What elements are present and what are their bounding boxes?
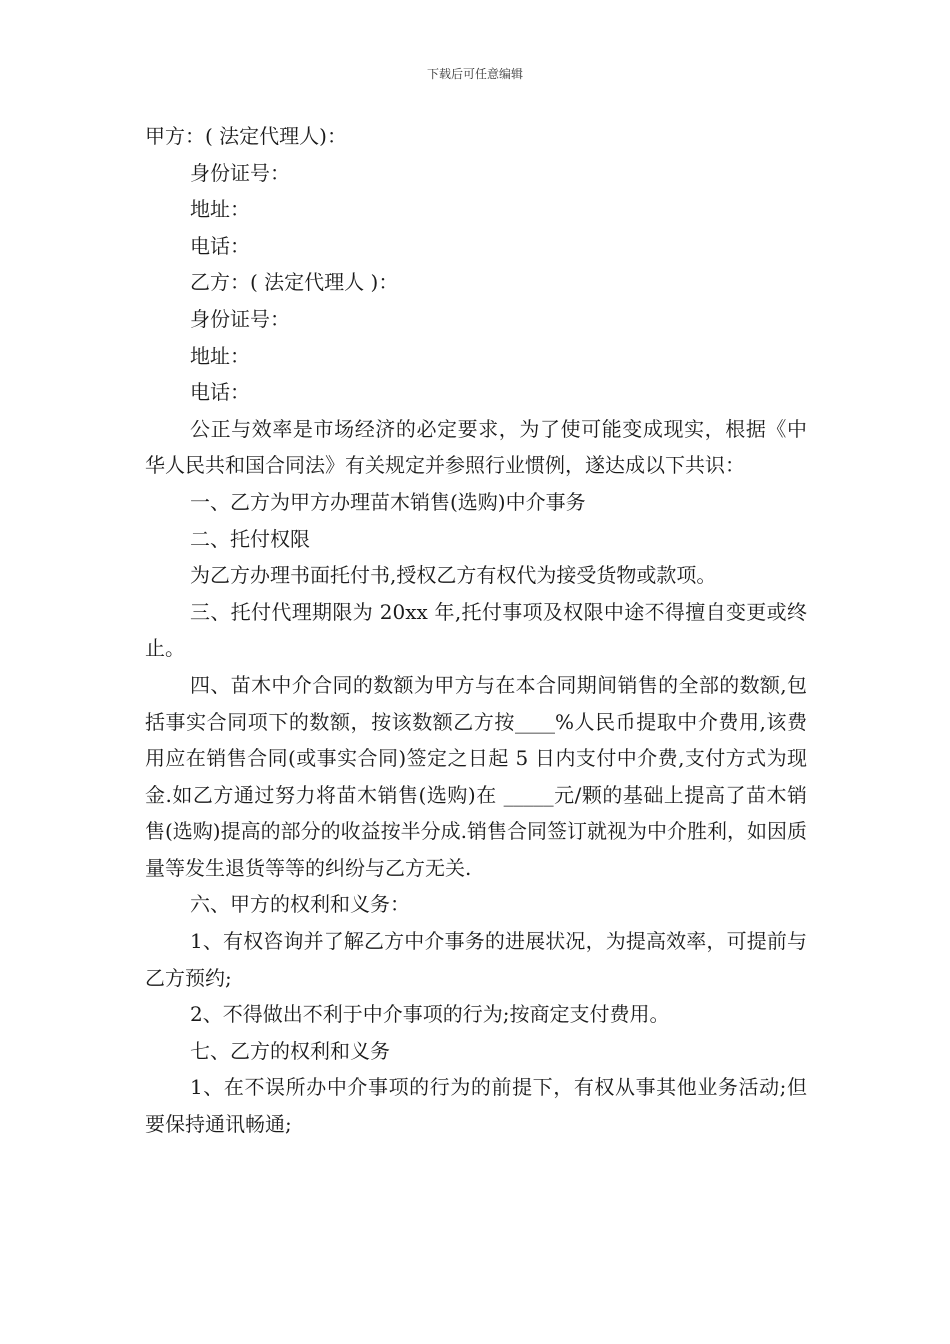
clause-6-item-1: 1、有权咨询并了解乙方中介事务的进展状况，为提高效率，可提前与乙方预约; bbox=[145, 929, 807, 990]
party-a-address-line: 地址： bbox=[190, 197, 250, 222]
party-a-phone-line: 电话： bbox=[190, 233, 250, 258]
clause-2-body: 为乙方办理书面托付书,授权乙方有权代为接受货物或款项。 bbox=[190, 563, 717, 588]
party-b-id-line: 身份证号： bbox=[190, 306, 290, 331]
party-a-id-line: 身份证号： bbox=[190, 160, 290, 185]
party-b-address-line: 地址： bbox=[190, 343, 250, 368]
document-body bbox=[145, 118, 807, 1143]
clause-7-item-1: 1、在不误所办中介事项的行为的前提下，有权从事其他业务活动;但要保持通讯畅通; bbox=[145, 1075, 807, 1137]
clause-7-title: 七、乙方的权利和义务 bbox=[190, 1038, 390, 1063]
party-b-phone-line: 电话： bbox=[190, 380, 250, 405]
party-b-line: 乙方：( 法定代理人 )： bbox=[190, 270, 399, 295]
page-header: 下载后可任意编辑 bbox=[426, 67, 523, 81]
clause-6-item-2: 2、不得做出不利于中介事项的行为;按商定支付费用。 bbox=[190, 1002, 670, 1027]
clause-1: 一、乙方为甲方办理苗木销售(选购)中介事务 bbox=[190, 489, 586, 514]
party-a-line: 甲方：( 法定代理人)： bbox=[145, 124, 347, 148]
clause-3: 三、托付代理期限为 20xx 年,托付事项及权限中途不得擅自变更或终止。 bbox=[145, 599, 807, 661]
clause-2-title: 二、托付权限 bbox=[190, 526, 310, 551]
clause-4: 四、苗木中介合同的数额为甲方与在本合同期间销售的全部的数额,包括事实合同项下的数额，按该数额乙方按____%人民币提取中介费用,该费用应在销售合同(或事实合同)签定之日起 5 日内支付中介费,支付方式为现金.如乙方通过努力将苗木销售(选购)在 _____元/颗的基础上提高了苗木销售(选购)提高的部分的收益按半分成.销售合同签订就视为中介胜利，如因质量等发生退货等等的纠纷与乙方无关. bbox=[145, 672, 807, 880]
clause-6-title: 六、甲方的权利和义务： bbox=[190, 892, 410, 917]
preamble-paragraph: 公正与效率是市场经济的必定要求，为了使可能变成现实，根据《中华人民共和国合同法》有关规定并参照行业惯例，遂达成以下共识： bbox=[145, 416, 807, 478]
